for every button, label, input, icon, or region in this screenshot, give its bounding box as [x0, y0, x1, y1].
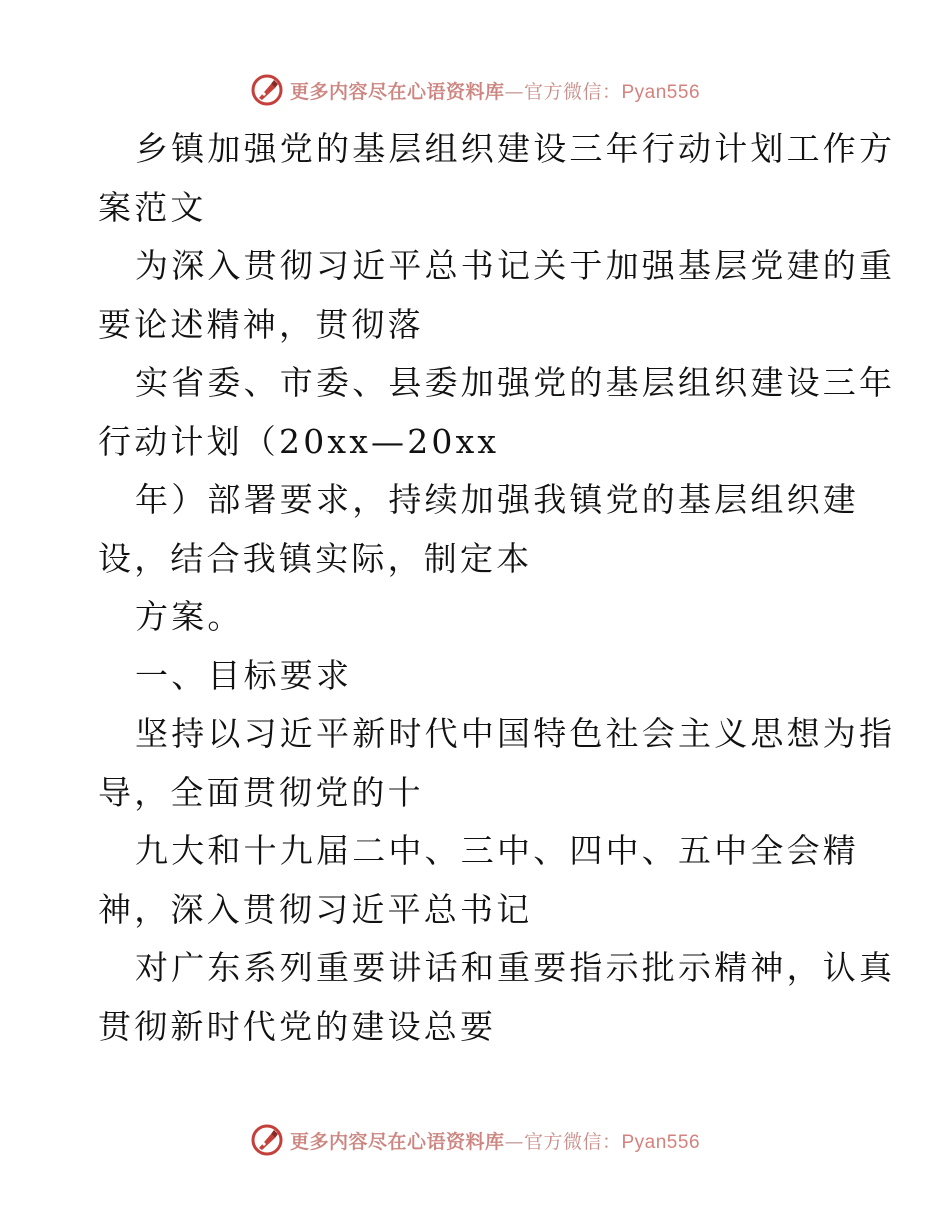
text-line: 设，结合我镇实际，制定本 [98, 538, 533, 578]
text-line: 要论述精神，贯彻落 [98, 304, 424, 344]
text-line: 对广东系列重要讲话和重要指示批示精神，认真 [135, 948, 896, 987]
watermark-separator: — [504, 80, 524, 103]
text-line: 行动计划（20xx—20xx [98, 421, 500, 461]
text-line: 坚持以习近平新时代中国特色社会主义思想为指 [135, 714, 896, 753]
watermark-text [290, 77, 700, 104]
text-line: 一、目标要求 [135, 655, 353, 695]
text-line: 方案。 [135, 597, 244, 636]
footer-watermark [0, 1120, 950, 1160]
text-line: 案范文 [98, 187, 207, 227]
pen-nib-logo-icon [250, 73, 284, 107]
watermark-label: 官方微信： [523, 1130, 622, 1153]
watermark-main: 更多内容尽在心语资料库 [289, 1130, 505, 1153]
text-line: 九大和十九届二中、三中、四中、五中全会精 [135, 831, 859, 870]
text-line: 乡镇加强党的基层组织建设三年行动计划工作方 [135, 129, 896, 168]
text-line: 年）部署要求，持续加强我镇党的基层组织建 [135, 480, 859, 519]
document-body [98, 120, 896, 1056]
watermark-id: Pyan556 [621, 81, 701, 103]
watermark-main: 更多内容尽在心语资料库 [289, 80, 505, 103]
text-line: 贯彻新时代党的建设总要 [98, 1006, 497, 1046]
header-watermark [0, 70, 950, 110]
pen-nib-logo-icon [250, 1123, 284, 1157]
watermark-label: 官方微信： [523, 80, 622, 103]
text-line: 为深入贯彻习近平总书记关于加强基层党建的重 [135, 246, 896, 285]
watermark-separator: — [504, 1130, 524, 1153]
watermark-id: Pyan556 [621, 1131, 701, 1153]
text-line: 神，深入贯彻习近平总书记 [98, 889, 533, 929]
text-line: 导，全面贯彻党的十 [98, 772, 424, 812]
text-line: 实省委、市委、县委加强党的基层组织建设三年 [135, 363, 896, 402]
watermark-text [290, 1127, 700, 1154]
